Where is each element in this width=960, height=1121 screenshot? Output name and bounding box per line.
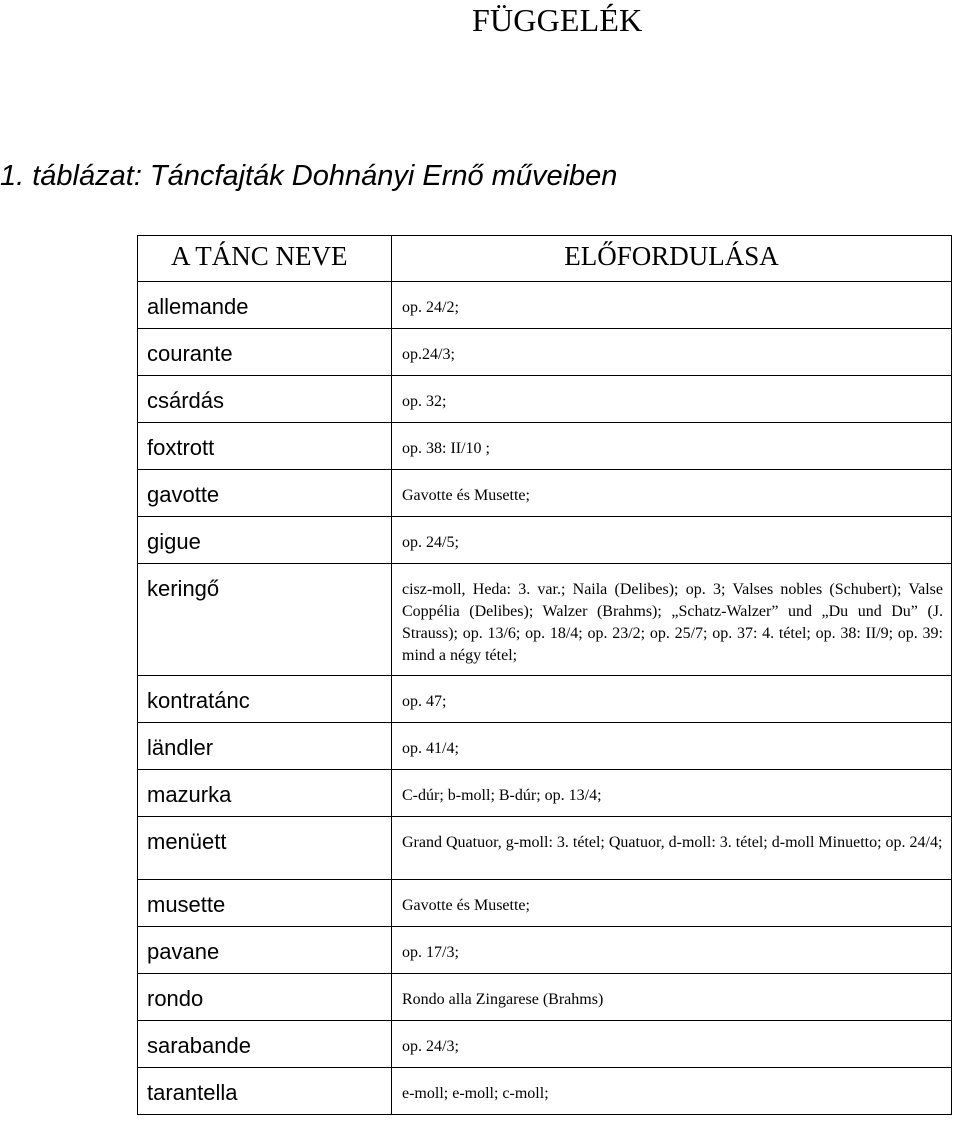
table-row [138, 974, 952, 1021]
table-row [138, 517, 952, 564]
dance-name: allemande [138, 282, 392, 329]
table-row [138, 676, 952, 723]
dance-occurrence: op. 17/3; [392, 927, 952, 974]
table-row [138, 423, 952, 470]
dance-occurrence: Rondo alla Zingarese (Brahms) [392, 974, 952, 1021]
table-row [138, 564, 952, 676]
dance-name: sarabande [138, 1021, 392, 1068]
dance-types-table [137, 235, 952, 1115]
table-header-row [138, 236, 952, 282]
dance-name: foxtrott [138, 423, 392, 470]
table-caption: 1. táblázat: Táncfajták Dohnányi Ernő műveiben [0, 160, 618, 192]
dance-name: csárdás [138, 376, 392, 423]
dance-occurrence: op. 41/4; [392, 723, 952, 770]
dance-occurrence: C-dúr; b-moll; B-dúr; op. 13/4; [392, 770, 952, 817]
table-row [138, 470, 952, 517]
table-row [138, 1068, 952, 1115]
dance-name: mazurka [138, 770, 392, 817]
table-row [138, 1021, 952, 1068]
table-row [138, 880, 952, 927]
dance-occurrence: cisz-moll, Heda: 3. var.; Naila (Delibes); op. 3; Valses nobles (Schubert); Valse Coppélia (Delibes); Walzer (Brahms); „Schatz-Walzer” und „Du und Du” (J. Strauss); op. 13/6; op. 18/4; op. 23/2; op. 25/7; op. 37: 4. tétel; op. 38: II/9; op. 39: mind a négy tétel; [392, 564, 952, 676]
column-header-occurrence: ELŐFORDULÁSA [392, 236, 952, 282]
dance-name: rondo [138, 974, 392, 1021]
dance-occurrence: op. 32; [392, 376, 952, 423]
column-header-dance-name: A TÁNC NEVE [138, 236, 392, 282]
page-heading: FÜGGELÉK [472, 2, 643, 38]
dance-name: pavane [138, 927, 392, 974]
dance-name: menüett [138, 817, 392, 880]
table-row [138, 927, 952, 974]
table-row [138, 282, 952, 329]
dance-occurrence: Gavotte és Musette; [392, 470, 952, 517]
table-row [138, 376, 952, 423]
dance-occurrence: Gavotte és Musette; [392, 880, 952, 927]
dance-name: gavotte [138, 470, 392, 517]
dance-occurrence: op. 47; [392, 676, 952, 723]
table-row [138, 817, 952, 880]
table-row [138, 770, 952, 817]
dance-name: tarantella [138, 1068, 392, 1115]
table-row [138, 723, 952, 770]
dance-name: gigue [138, 517, 392, 564]
dance-occurrence: op.24/3; [392, 329, 952, 376]
dance-occurrence: op. 24/2; [392, 282, 952, 329]
dance-occurrence: op. 24/5; [392, 517, 952, 564]
dance-occurrence: Grand Quatuor, g-moll: 3. tétel; Quatuor, d-moll: 3. tétel; d-moll Minuetto; op. 24/4; [392, 817, 952, 880]
dance-occurrence: op. 24/3; [392, 1021, 952, 1068]
table-row [138, 329, 952, 376]
dance-name: keringő [138, 564, 392, 676]
dance-name: musette [138, 880, 392, 927]
dance-occurrence: op. 38: II/10 ; [392, 423, 952, 470]
dance-occurrence: e-moll; e-moll; c-moll; [392, 1068, 952, 1115]
dance-name: kontratánc [138, 676, 392, 723]
dance-name: ländler [138, 723, 392, 770]
dance-name: courante [138, 329, 392, 376]
